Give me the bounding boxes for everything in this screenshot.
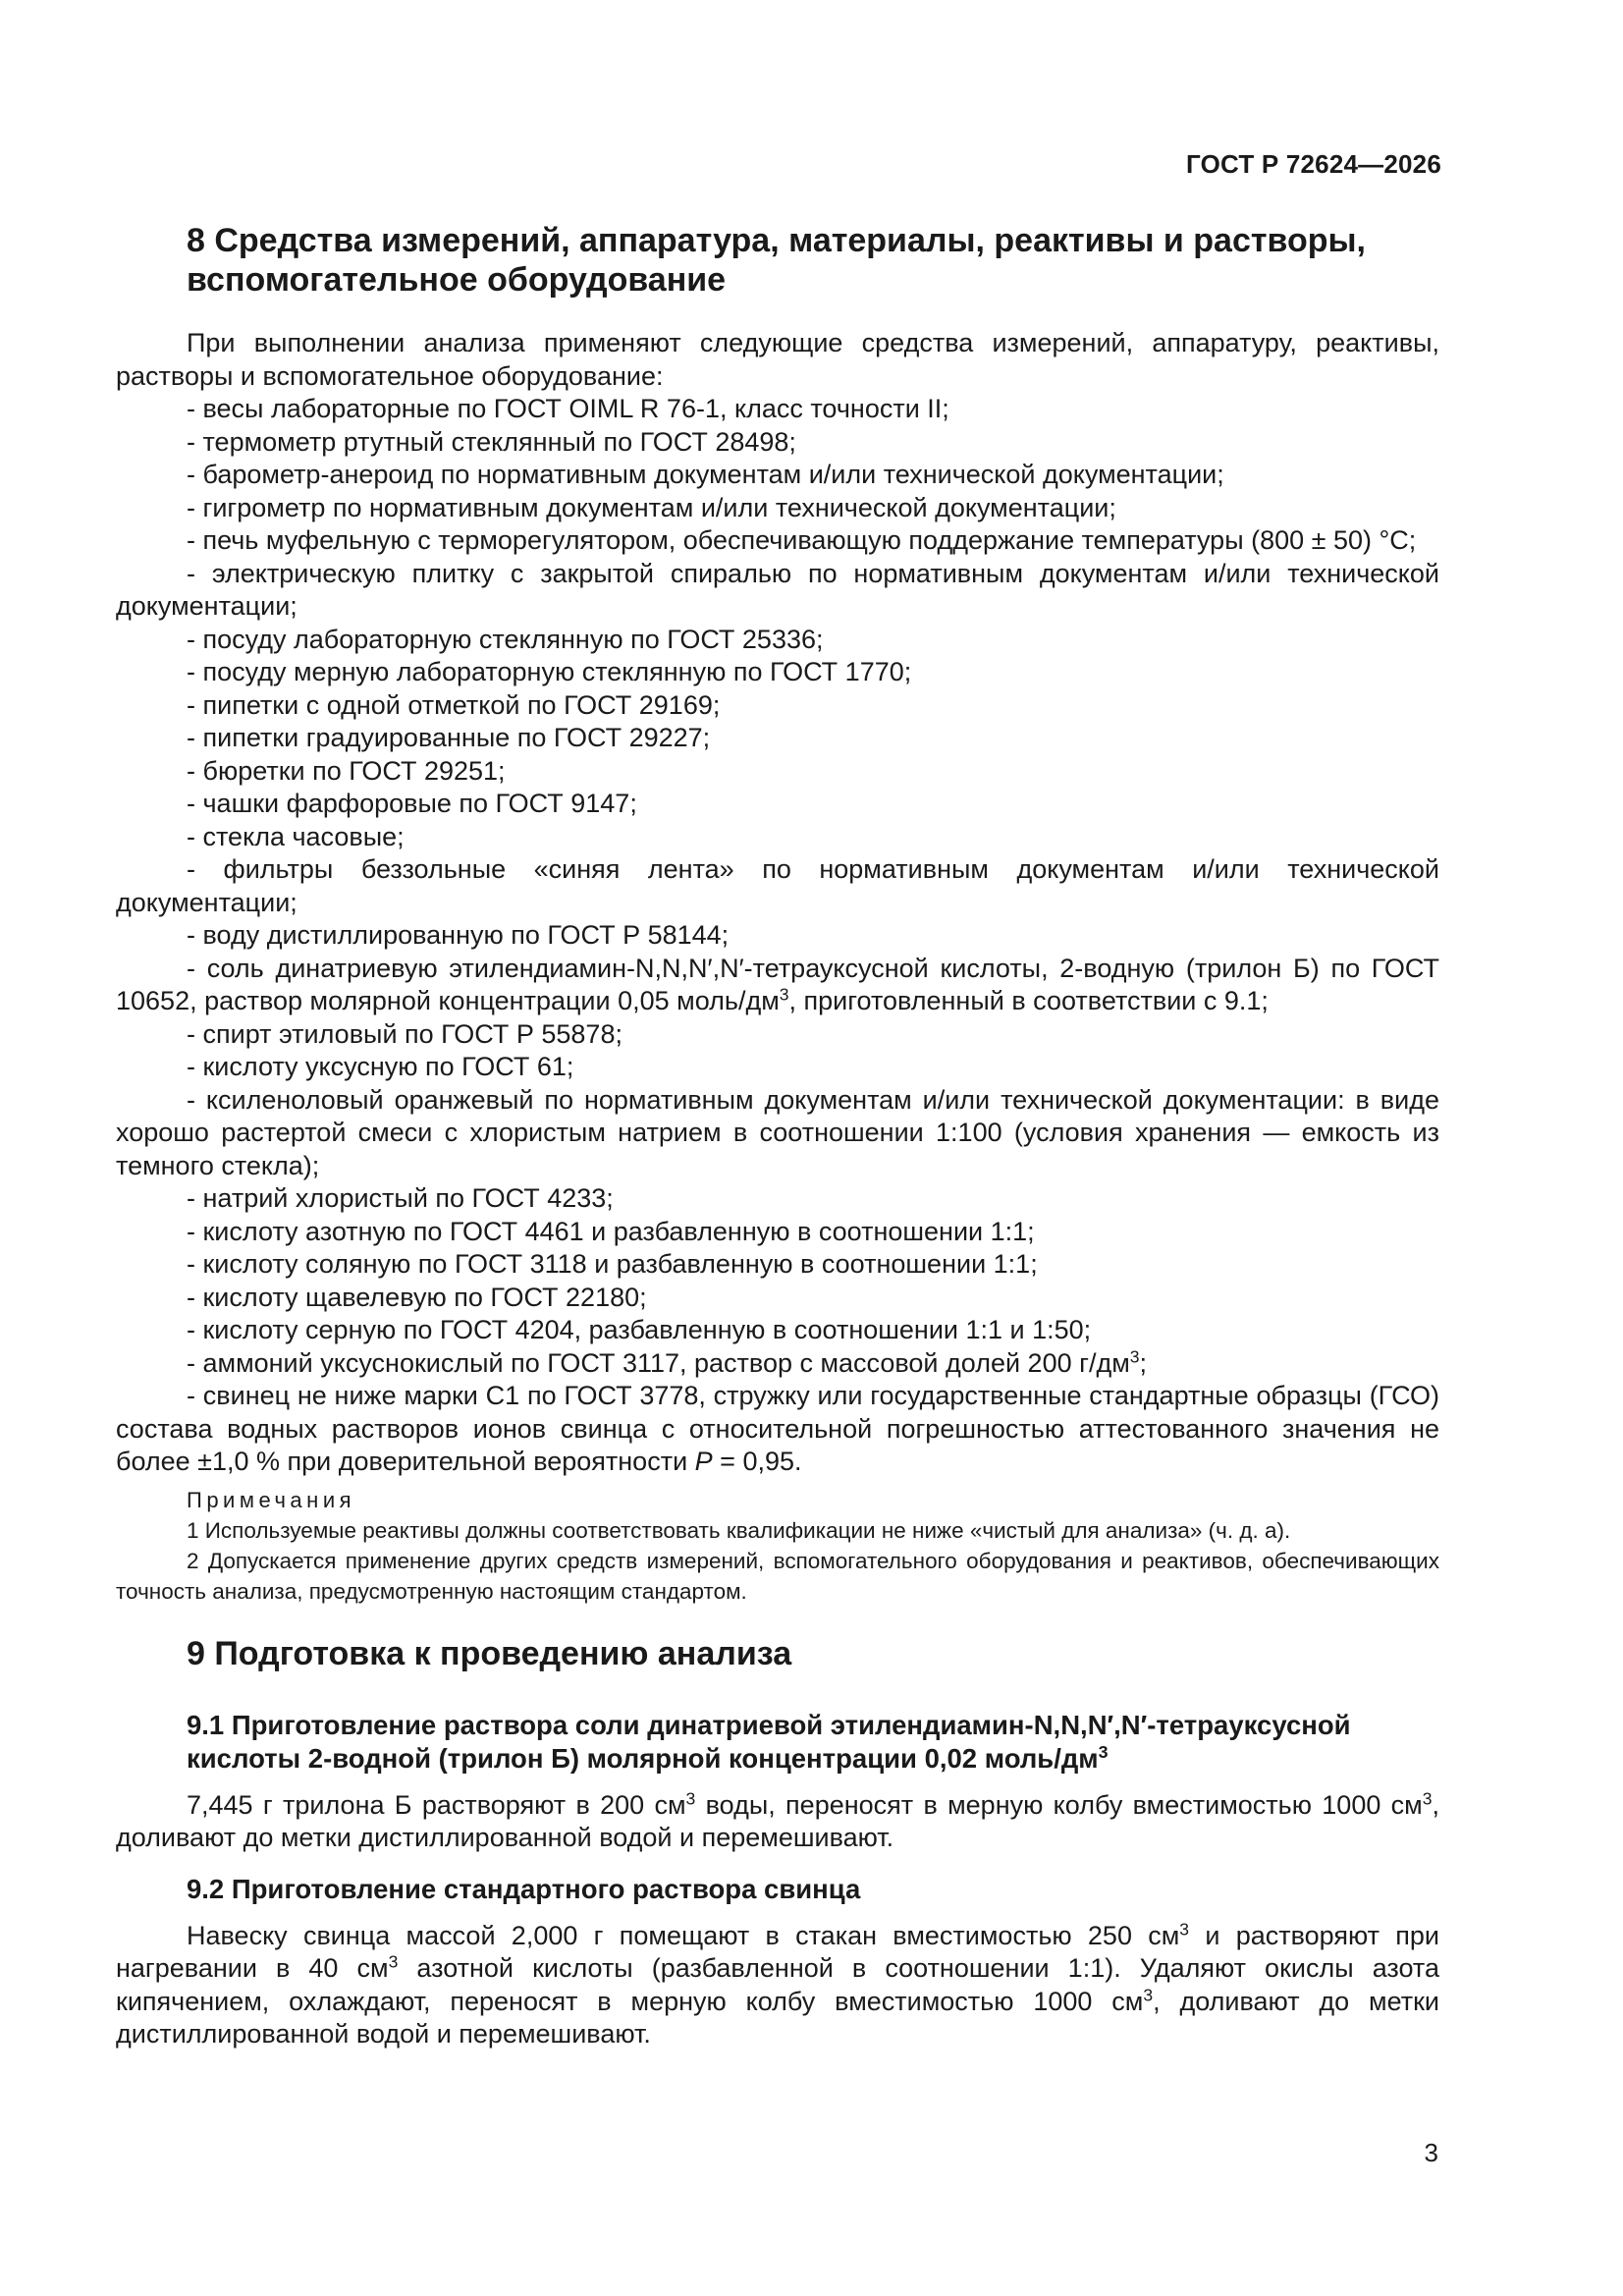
superscript: 3 xyxy=(388,1951,399,1972)
list-item: - кислоту соляную по ГОСТ 3118 и разбавленную в соотношении 1:1; xyxy=(187,1249,1038,1279)
section-8-title-line1: 8 Средства измерений, аппаратура, материалы, реактивы и растворы, xyxy=(187,222,1366,259)
section-8-intro: При выполнении анализа применяют следующие средства измерений, аппаратуру, реактивы, растворы и вспомогательное оборудование: xyxy=(116,328,1439,391)
list-item: - стекла часовые; xyxy=(187,821,405,851)
trilon-text-b: , приготовленный в соответствии с 9.1; xyxy=(788,986,1269,1015)
list-item-lead xyxy=(116,1380,1439,1479)
text-fragment: Навеску свинца массой 2,000 г помещают в стакан вместимостью 250 см xyxy=(187,1920,1180,1950)
list-item: - пипетки градуированные по ГОСТ 29227; xyxy=(187,723,711,752)
text-fragment: и растворяют при нагревании в 40 см xyxy=(116,1920,1439,1983)
list-item: - пипетки с одной отметкой по ГОСТ 29169; xyxy=(187,689,721,720)
list-item-ammonium xyxy=(116,1347,1439,1381)
subsection-9-1-title-line2: кислоты 2-водной (трилон Б) молярной концентрации 0,02 моль/дм xyxy=(187,1742,1099,1774)
text-fragment: , доливают до метки дистиллированной водой и перемешивают. xyxy=(116,1986,1440,2049)
note-item: 2 Допускается применение других средств измерений, вспомогательного оборудования и реактивов, обеспечивающих точность анализа, предусмотренную настоящим стандартом. xyxy=(116,1548,1439,1604)
subsection-9-2-text xyxy=(116,1920,1439,2051)
list-item: - натрий хлористый по ГОСТ 4233; xyxy=(187,1183,614,1213)
list-item: - посуду лабораторную стеклянную по ГОСТ 25336; xyxy=(187,624,824,654)
list-item: - кислоту щавелевую по ГОСТ 22180; xyxy=(187,1282,647,1312)
section-8-title-line2: вспомогательное оборудование xyxy=(187,261,727,299)
list-item: - кислоту уксусную по ГОСТ 61; xyxy=(187,1052,574,1081)
lead-text-b: = 0,95. xyxy=(712,1447,802,1476)
list-item: - электрическую плитку с закрытой спиралью по нормативным документам и/или технической документации; xyxy=(116,558,1439,621)
list-item: - спирт этиловый по ГОСТ Р 55878; xyxy=(187,1018,622,1049)
list-item: - фильтры беззольные «синяя лента» по нормативным документам и/или технической документации; xyxy=(116,854,1439,917)
text-fragment: 7,445 г трилона Б растворяют в 200 см xyxy=(187,1789,686,1820)
list-item: - чашки фарфоровые по ГОСТ 9147; xyxy=(187,789,637,818)
equipment-list xyxy=(116,393,1439,1479)
text-fragment: , доливают до метки дистиллированной водой и перемешивают. xyxy=(116,1789,1439,1852)
list-item: - воду дистиллированную по ГОСТ Р 58144; xyxy=(187,920,730,950)
list-item: - гигрометр по нормативным документам и/или технической документации; xyxy=(187,492,1116,522)
list-item: - барометр-анероид по нормативным документам и/или технической документации; xyxy=(187,460,1224,489)
list-item: - бюретки по ГОСТ 29251; xyxy=(187,755,506,786)
subsection-9-1-title-line1: 9.1 Приготовление раствора соли динатриевой этилендиамин-N,N,N′,N′-тетрауксусной xyxy=(187,1709,1351,1740)
superscript: 3 xyxy=(1179,1918,1190,1939)
ammonium-text-b: ; xyxy=(1139,1347,1148,1378)
document-header-code: ГОСТ Р 72624—2026 xyxy=(1186,149,1441,179)
lead-text-a: - свинец не ниже марки С1 по ГОСТ 3778, стружку или государственные стандартные образцы (ГСО) состава водных растворов ионов свинца с относительной погрешностью аттестованного значения не более ±1,0 % при доверительной вероятности xyxy=(116,1381,1439,1476)
ammonium-superscript: 3 xyxy=(1129,1345,1140,1366)
subsection-9-1-title xyxy=(116,1709,1439,1776)
list-item: - весы лабораторные по ГОСТ OIML R 76-1, класс точности II; xyxy=(187,394,949,423)
note-item: 1 Используемые реактивы должны соответствовать квалификации не ниже «чистый для анализа» (ч. д. а). xyxy=(187,1517,1291,1543)
list-item: - термометр ртутный стеклянный по ГОСТ 28498; xyxy=(187,426,796,457)
section-9-title: 9 Подготовка к проведению анализа xyxy=(187,1634,792,1672)
superscript: 3 xyxy=(1422,1787,1433,1808)
subsection-9-2-title: 9.2 Приготовление стандартного раствора свинца xyxy=(187,1873,861,1904)
list-item: - кислоту серную по ГОСТ 4204, разбавленную в соотношении 1:1 и 1:50; xyxy=(187,1315,1092,1344)
superscript: 3 xyxy=(685,1787,696,1808)
superscript: 3 xyxy=(1143,1984,1154,2004)
list-item: - ксиленоловый оранжевый по нормативным документам и/или технической документации: в виде хорошо растертой смеси с хлористым натрием в соотношении 1:100 (условия хранения — емкость из темного стекла); xyxy=(116,1084,1439,1180)
probability-symbol: Р xyxy=(694,1447,713,1476)
list-item: - посуду мерную лабораторную стеклянную по ГОСТ 1770; xyxy=(187,657,912,686)
text-fragment: азотной кислоты (разбавленной в соотношении 1:1). Удаляют окислы азота кипячением, охлаждают, переносят в мерную колбу вместимостью 1000 см xyxy=(116,1953,1439,2016)
page-content xyxy=(116,221,1439,2051)
notes-title: Примечания xyxy=(187,1487,356,1512)
trilon-text-a: - соль динатриевую этилендиамин-N,N,N′,N′-тетрауксусной кислоты, 2-водную (трилон Б) по ГОСТ 10652, раствор молярной концентрации 0,05 моль/дм xyxy=(116,953,1439,1015)
spacer xyxy=(116,1855,1439,1873)
ammonium-text-a: - аммоний уксуснокислый по ГОСТ 3117, раствор с массовой долей 200 г/дм xyxy=(187,1347,1130,1378)
page-number: 3 xyxy=(1424,2138,1438,2167)
list-item: - кислоту азотную по ГОСТ 4461 и разбавленную в соотношении 1:1; xyxy=(187,1216,1035,1246)
subsection-9-1-title-superscript: 3 xyxy=(1098,1741,1109,1762)
section-8-title xyxy=(116,221,1439,300)
list-item-trilon xyxy=(116,953,1439,1018)
subsection-9-1-text xyxy=(116,1789,1439,1855)
list-item: - печь муфельную с терморегулятором, обеспечивающую поддержание температуры (800 ± 50) °С; xyxy=(187,525,1417,555)
trilon-superscript: 3 xyxy=(779,984,789,1005)
text-fragment: воды, переносят в мерную колбу вместимостью 1000 см xyxy=(695,1789,1423,1820)
